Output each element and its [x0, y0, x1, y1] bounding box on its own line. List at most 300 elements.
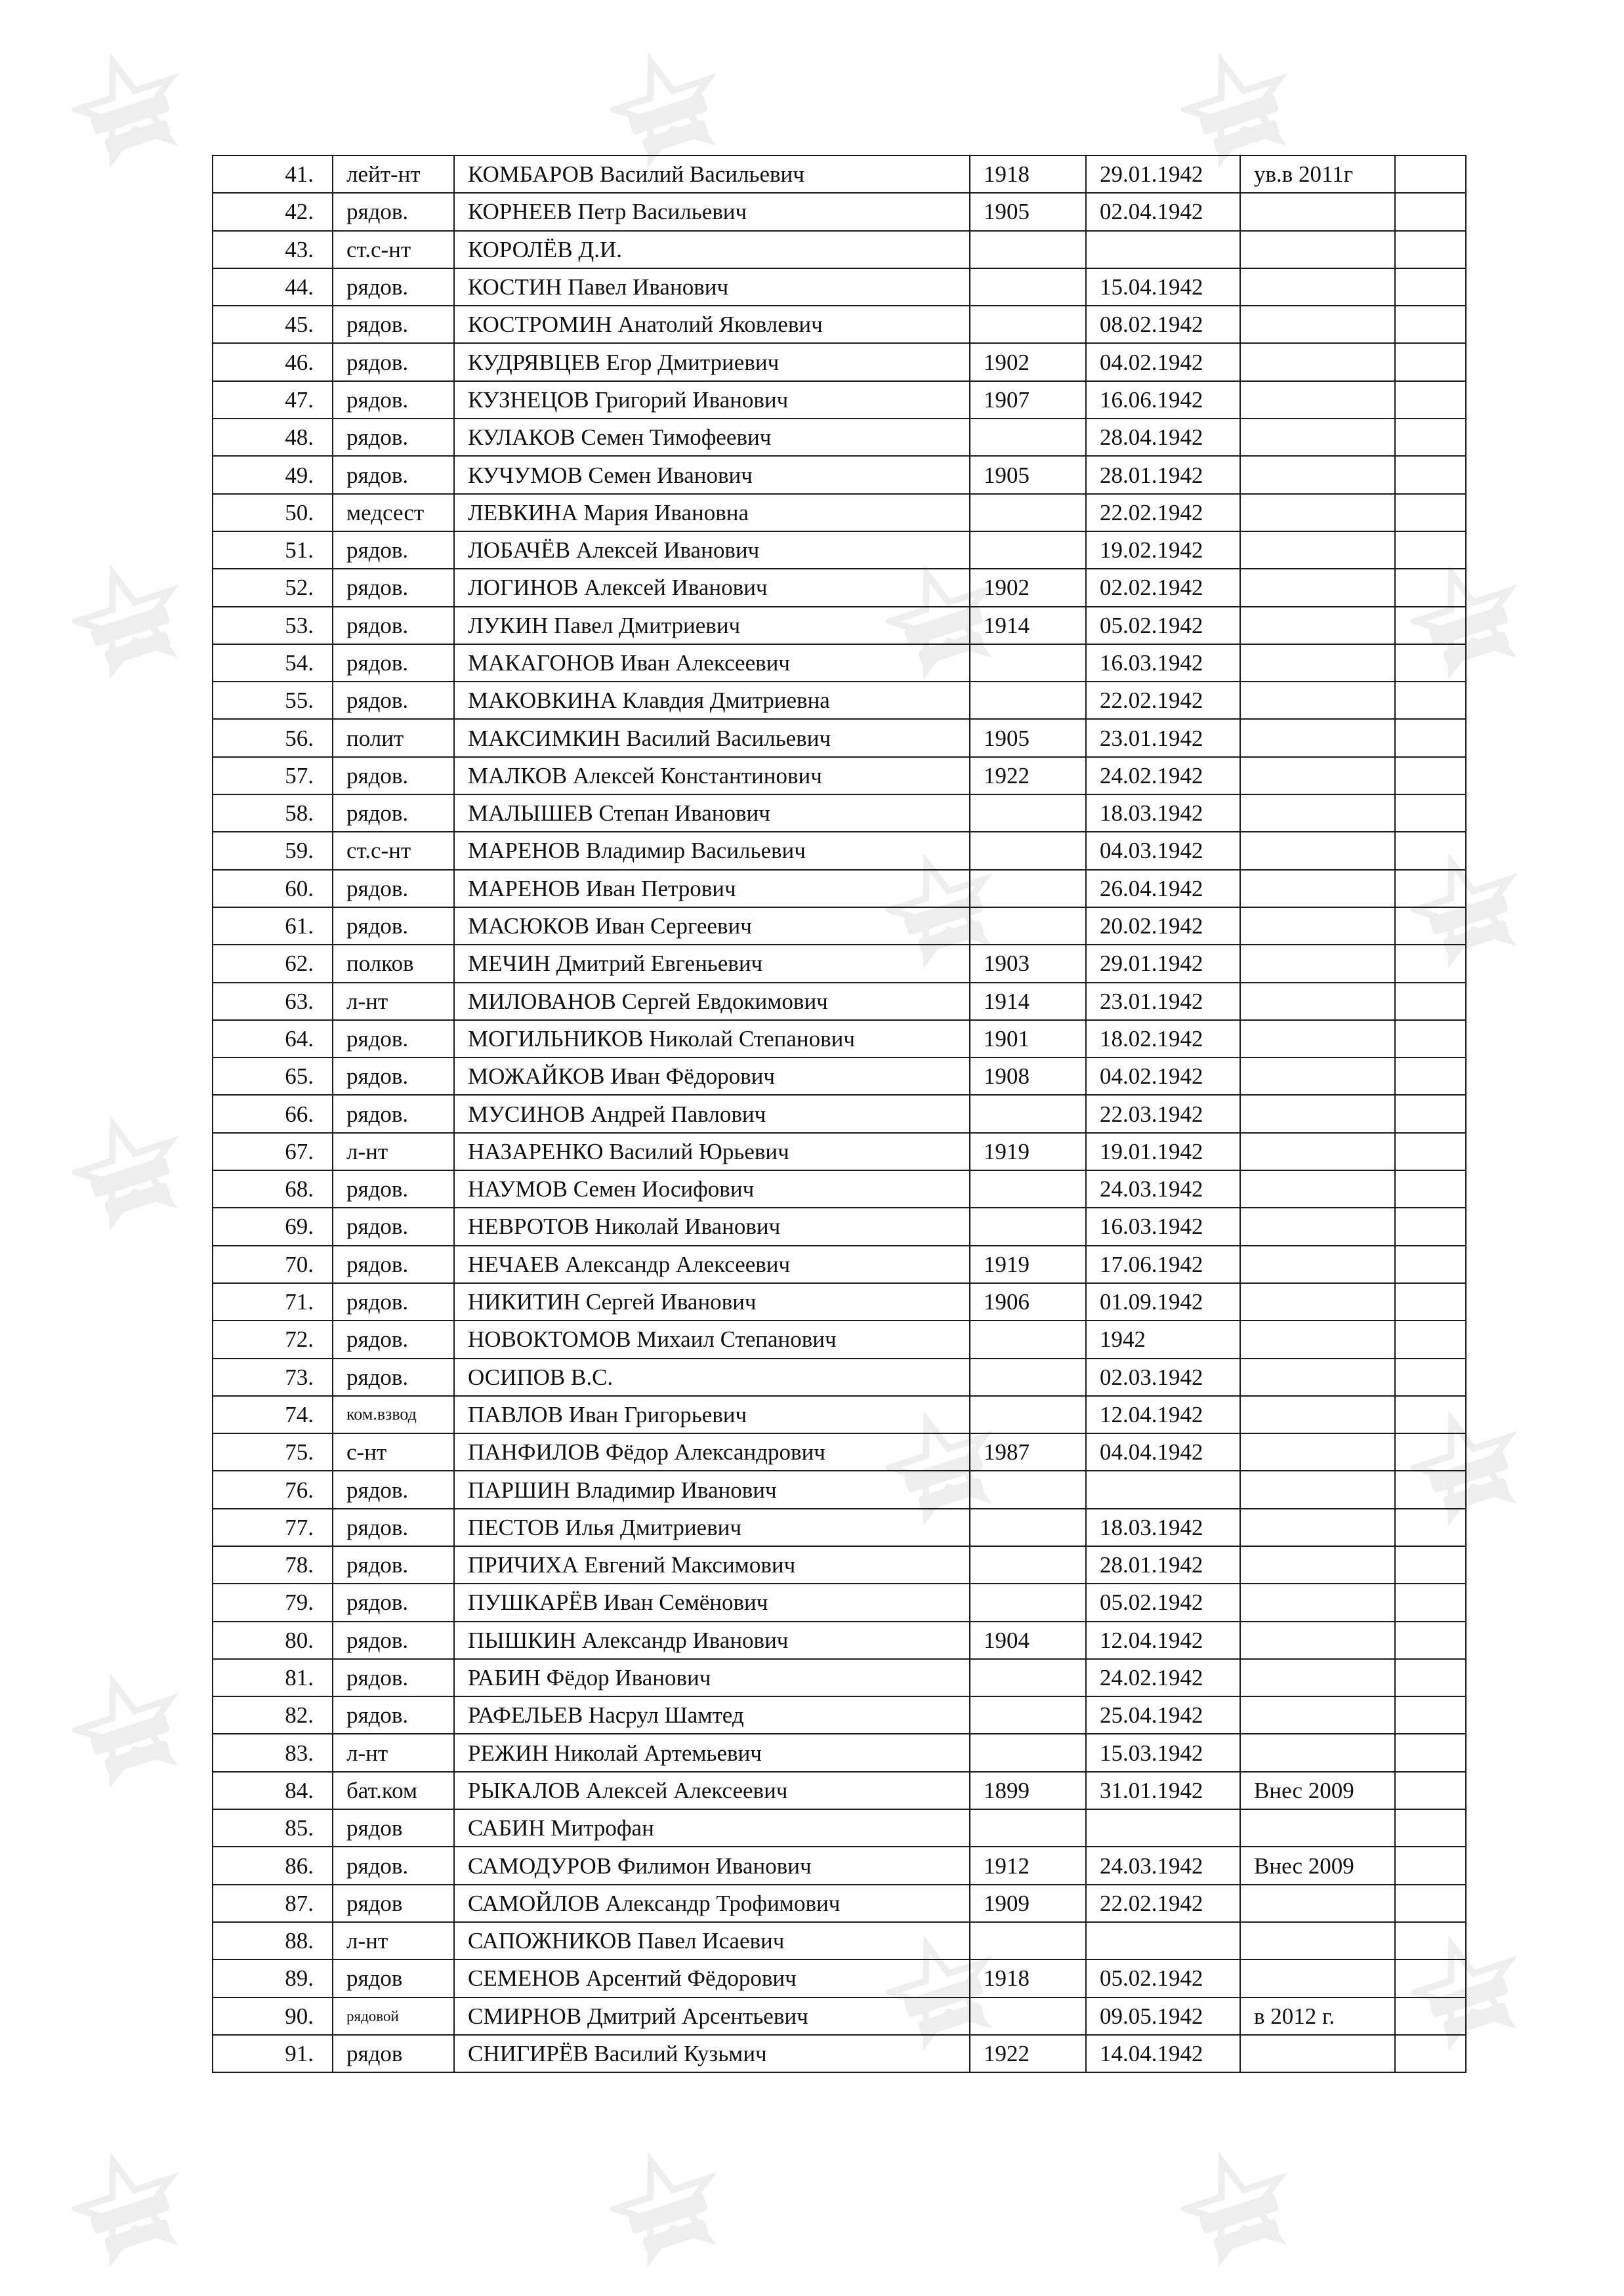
- empty-cell: [1395, 1396, 1466, 1433]
- note-cell: [1240, 682, 1395, 719]
- rank-cell: рядовой: [333, 1998, 454, 2035]
- star-watermark-icon: [72, 1115, 190, 1246]
- table-row: [213, 945, 1466, 982]
- note-cell: [1240, 1959, 1395, 1997]
- note-cell: [1240, 757, 1395, 794]
- birth-year-cell: [970, 1208, 1086, 1245]
- birth-year-cell: [970, 1659, 1086, 1696]
- table-row: [213, 1584, 1466, 1621]
- empty-cell: [1395, 1772, 1466, 1809]
- table-row: [213, 719, 1466, 756]
- birth-year-cell: 1905: [970, 719, 1086, 756]
- birth-year-cell: [970, 1584, 1086, 1621]
- rank-cell: рядов.: [333, 1020, 454, 1057]
- empty-cell: [1395, 682, 1466, 719]
- row-number: 77.: [213, 1509, 333, 1546]
- empty-cell: [1395, 1696, 1466, 1734]
- row-number: 55.: [213, 682, 333, 719]
- note-cell: [1240, 1433, 1395, 1471]
- star-watermark-icon: [72, 1673, 190, 1804]
- table-row: [213, 2035, 1466, 2072]
- empty-cell: [1395, 456, 1466, 493]
- death-date-cell: 02.02.1942: [1086, 569, 1240, 606]
- rank-cell: л-нт: [333, 1133, 454, 1170]
- birth-year-cell: 1902: [970, 343, 1086, 380]
- rank-cell: рядов.: [333, 268, 454, 306]
- empty-cell: [1395, 607, 1466, 644]
- row-number: 72.: [213, 1321, 333, 1358]
- rank-cell: рядов.: [333, 870, 454, 907]
- empty-cell: [1395, 1734, 1466, 1771]
- row-number: 48.: [213, 419, 333, 456]
- star-watermark-icon: [72, 52, 190, 184]
- name-cell: САМОЙЛОВ Александр Трофимович: [454, 1885, 970, 1922]
- death-date-cell: 28.01.1942: [1086, 456, 1240, 493]
- rank-cell: рядов: [333, 1959, 454, 1997]
- empty-cell: [1395, 1246, 1466, 1283]
- death-date-cell: 31.01.1942: [1086, 1772, 1240, 1809]
- row-number: 90.: [213, 1998, 333, 2035]
- empty-cell: [1395, 1208, 1466, 1245]
- death-date-cell: 17.06.1942: [1086, 1246, 1240, 1283]
- name-cell: РЕЖИН Николай Артемьевич: [454, 1734, 970, 1771]
- table-row: [213, 1283, 1466, 1321]
- empty-cell: [1395, 983, 1466, 1020]
- note-cell: [1240, 870, 1395, 907]
- death-date-cell: 23.01.1942: [1086, 719, 1240, 756]
- empty-cell: [1395, 907, 1466, 945]
- empty-cell: [1395, 1546, 1466, 1584]
- note-cell: [1240, 1696, 1395, 1734]
- name-cell: МАРЕНОВ Владимир Васильевич: [454, 832, 970, 869]
- death-date-cell: 16.03.1942: [1086, 644, 1240, 682]
- row-number: 89.: [213, 1959, 333, 1997]
- table-row: [213, 907, 1466, 945]
- empty-cell: [1395, 268, 1466, 306]
- empty-cell: [1395, 644, 1466, 682]
- table-row: [213, 1509, 1466, 1546]
- note-cell: [1240, 644, 1395, 682]
- note-cell: [1240, 1659, 1395, 1696]
- table-row: [213, 231, 1466, 268]
- name-cell: ПАНФИЛОВ Фёдор Александрович: [454, 1433, 970, 1471]
- star-watermark-icon: [1181, 2152, 1299, 2283]
- rank-cell: медсест: [333, 494, 454, 531]
- note-cell: [1240, 607, 1395, 644]
- note-cell: [1240, 945, 1395, 982]
- row-number: 82.: [213, 1696, 333, 1734]
- note-cell: [1240, 231, 1395, 268]
- note-cell: [1240, 1734, 1395, 1771]
- note-cell: [1240, 343, 1395, 380]
- row-number: 68.: [213, 1170, 333, 1208]
- rank-cell: рядов.: [333, 1584, 454, 1621]
- birth-year-cell: 1918: [970, 155, 1086, 193]
- name-cell: ЛЕВКИНА Мария Ивановна: [454, 494, 970, 531]
- name-cell: ОСИПОВ В.С.: [454, 1359, 970, 1396]
- table-row: [213, 682, 1466, 719]
- birth-year-cell: 1904: [970, 1622, 1086, 1659]
- death-date-cell: 22.02.1942: [1086, 1885, 1240, 1922]
- death-date-cell: 09.05.1942: [1086, 1998, 1240, 2035]
- rank-cell: с-нт: [333, 1433, 454, 1471]
- note-cell: [1240, 494, 1395, 531]
- note-cell: [1240, 1208, 1395, 1245]
- rank-cell: ст.с-нт: [333, 832, 454, 869]
- note-cell: [1240, 983, 1395, 1020]
- table-row: [213, 1057, 1466, 1095]
- table-row: [213, 1809, 1466, 1847]
- note-cell: [1240, 1246, 1395, 1283]
- name-cell: МОГИЛЬНИКОВ Николай Степанович: [454, 1020, 970, 1057]
- note-cell: [1240, 719, 1395, 756]
- note-cell: ув.в 2011г: [1240, 155, 1395, 193]
- empty-cell: [1395, 1885, 1466, 1922]
- table-row: [213, 607, 1466, 644]
- name-cell: МАРЕНОВ Иван Петрович: [454, 870, 970, 907]
- death-date-cell: 19.02.1942: [1086, 531, 1240, 569]
- name-cell: КОМБАРОВ Василий Васильевич: [454, 155, 970, 193]
- rank-cell: рядов.: [333, 682, 454, 719]
- rank-cell: ст.с-нт: [333, 231, 454, 268]
- row-number: 43.: [213, 231, 333, 268]
- death-date-cell: 24.02.1942: [1086, 1659, 1240, 1696]
- table-row: [213, 1659, 1466, 1696]
- birth-year-cell: 1922: [970, 757, 1086, 794]
- birth-year-cell: [970, 1396, 1086, 1433]
- row-number: 56.: [213, 719, 333, 756]
- rank-cell: бат.ком: [333, 1772, 454, 1809]
- birth-year-cell: [970, 1998, 1086, 2035]
- birth-year-cell: [970, 268, 1086, 306]
- rank-cell: рядов.: [333, 1283, 454, 1321]
- name-cell: НЕЧАЕВ Александр Алексеевич: [454, 1246, 970, 1283]
- table-row: [213, 1170, 1466, 1208]
- table-row: [213, 193, 1466, 230]
- rank-cell: рядов.: [333, 193, 454, 230]
- table-row: [213, 456, 1466, 493]
- empty-cell: [1395, 231, 1466, 268]
- note-cell: [1240, 1471, 1395, 1508]
- death-date-cell: 24.02.1942: [1086, 757, 1240, 794]
- row-number: 73.: [213, 1359, 333, 1396]
- rank-cell: л-нт: [333, 983, 454, 1020]
- birth-year-cell: [970, 419, 1086, 456]
- row-number: 71.: [213, 1283, 333, 1321]
- note-cell: [1240, 907, 1395, 945]
- death-date-cell: 16.06.1942: [1086, 381, 1240, 419]
- death-date-cell: 23.01.1942: [1086, 983, 1240, 1020]
- note-cell: [1240, 1133, 1395, 1170]
- name-cell: МАСЮКОВ Иван Сергеевич: [454, 907, 970, 945]
- name-cell: САПОЖНИКОВ Павел Исаевич: [454, 1922, 970, 1959]
- name-cell: НИКИТИН Сергей Иванович: [454, 1283, 970, 1321]
- empty-cell: [1395, 1057, 1466, 1095]
- rank-cell: рядов.: [333, 569, 454, 606]
- note-cell: [1240, 1622, 1395, 1659]
- name-cell: ПРИЧИХА Евгений Максимович: [454, 1546, 970, 1584]
- table-row: [213, 1396, 1466, 1433]
- table-row: [213, 794, 1466, 832]
- empty-cell: [1395, 1959, 1466, 1997]
- rank-cell: ком.взвод: [333, 1396, 454, 1433]
- name-cell: КУЗНЕЦОВ Григорий Иванович: [454, 381, 970, 419]
- row-number: 78.: [213, 1546, 333, 1584]
- empty-cell: [1395, 343, 1466, 380]
- birth-year-cell: [970, 231, 1086, 268]
- note-cell: [1240, 1809, 1395, 1847]
- empty-cell: [1395, 832, 1466, 869]
- table-row: [213, 419, 1466, 456]
- table-row: [213, 155, 1466, 193]
- empty-cell: [1395, 1433, 1466, 1471]
- birth-year-cell: 1905: [970, 193, 1086, 230]
- name-cell: ПАРШИН Владимир Иванович: [454, 1471, 970, 1508]
- rank-cell: л-нт: [333, 1734, 454, 1771]
- table-row: [213, 268, 1466, 306]
- name-cell: НОВОКТОМОВ Михаил Степанович: [454, 1321, 970, 1358]
- empty-cell: [1395, 1584, 1466, 1621]
- note-cell: [1240, 531, 1395, 569]
- empty-cell: [1395, 1471, 1466, 1508]
- row-number: 53.: [213, 607, 333, 644]
- table-row: [213, 757, 1466, 794]
- rank-cell: рядов.: [333, 1359, 454, 1396]
- empty-cell: [1395, 945, 1466, 982]
- note-cell: в 2012 г.: [1240, 1998, 1395, 2035]
- death-date-cell: 14.04.1942: [1086, 2035, 1240, 2072]
- birth-year-cell: 1922: [970, 2035, 1086, 2072]
- table-row: [213, 832, 1466, 869]
- empty-cell: [1395, 757, 1466, 794]
- name-cell: КОРНЕЕВ Петр Васильевич: [454, 193, 970, 230]
- death-date-cell: 24.03.1942: [1086, 1170, 1240, 1208]
- row-number: 45.: [213, 306, 333, 343]
- table-row: [213, 1020, 1466, 1057]
- name-cell: НАУМОВ Семен Иосифович: [454, 1170, 970, 1208]
- rank-cell: рядов.: [333, 1170, 454, 1208]
- death-date-cell: 04.02.1942: [1086, 1057, 1240, 1095]
- note-cell: [1240, 381, 1395, 419]
- death-date-cell: 16.03.1942: [1086, 1208, 1240, 1245]
- note-cell: [1240, 1321, 1395, 1358]
- table-row: [213, 1772, 1466, 1809]
- name-cell: КОСТРОМИН Анатолий Яковлевич: [454, 306, 970, 343]
- empty-cell: [1395, 1922, 1466, 1959]
- table-row: [213, 1359, 1466, 1396]
- table-row: [213, 1321, 1466, 1358]
- name-cell: КУЛАКОВ Семен Тимофеевич: [454, 419, 970, 456]
- table-row: [213, 644, 1466, 682]
- birth-year-cell: [970, 907, 1086, 945]
- death-date-cell: [1086, 1809, 1240, 1847]
- name-cell: МИЛОВАНОВ Сергей Евдокимович: [454, 983, 970, 1020]
- rank-cell: рядов.: [333, 1622, 454, 1659]
- note-cell: [1240, 832, 1395, 869]
- row-number: 42.: [213, 193, 333, 230]
- birth-year-cell: [970, 682, 1086, 719]
- roster-body: [213, 155, 1466, 2072]
- birth-year-cell: 1906: [970, 1283, 1086, 1321]
- table-row: [213, 1847, 1466, 1884]
- death-date-cell: 12.04.1942: [1086, 1622, 1240, 1659]
- death-date-cell: 02.03.1942: [1086, 1359, 1240, 1396]
- table-row: [213, 1133, 1466, 1170]
- table-row: [213, 1246, 1466, 1283]
- name-cell: РЫКАЛОВ Алексей Алексеевич: [454, 1772, 970, 1809]
- birth-year-cell: [970, 1509, 1086, 1546]
- table-row: [213, 1734, 1466, 1771]
- note-cell: [1240, 419, 1395, 456]
- empty-cell: [1395, 1659, 1466, 1696]
- empty-cell: [1395, 531, 1466, 569]
- rank-cell: рядов: [333, 2035, 454, 2072]
- death-date-cell: 22.02.1942: [1086, 494, 1240, 531]
- name-cell: САМОДУРОВ Филимон Иванович: [454, 1847, 970, 1884]
- row-number: 74.: [213, 1396, 333, 1433]
- row-number: 44.: [213, 268, 333, 306]
- death-date-cell: 1942: [1086, 1321, 1240, 1358]
- name-cell: МАЛЫШЕВ Степан Иванович: [454, 794, 970, 832]
- name-cell: КУЧУМОВ Семен Иванович: [454, 456, 970, 493]
- death-date-cell: 08.02.1942: [1086, 306, 1240, 343]
- name-cell: МАКАГОНОВ Иван Алексеевич: [454, 644, 970, 682]
- empty-cell: [1395, 155, 1466, 193]
- name-cell: ПАВЛОВ Иван Григорьевич: [454, 1396, 970, 1433]
- table-row: [213, 306, 1466, 343]
- empty-cell: [1395, 1509, 1466, 1546]
- row-number: 84.: [213, 1772, 333, 1809]
- rank-cell: рядов.: [333, 1471, 454, 1508]
- note-cell: [1240, 1922, 1395, 1959]
- row-number: 66.: [213, 1095, 333, 1132]
- row-number: 61.: [213, 907, 333, 945]
- star-watermark-icon: [610, 2152, 728, 2283]
- death-date-cell: 25.04.1942: [1086, 1696, 1240, 1734]
- birth-year-cell: [970, 832, 1086, 869]
- table-row: [213, 343, 1466, 380]
- rank-cell: рядов: [333, 1809, 454, 1847]
- rank-cell: л-нт: [333, 1922, 454, 1959]
- table-row: [213, 1208, 1466, 1245]
- death-date-cell: 05.02.1942: [1086, 1584, 1240, 1621]
- rank-cell: рядов.: [333, 1696, 454, 1734]
- death-date-cell: 15.04.1942: [1086, 268, 1240, 306]
- row-number: 80.: [213, 1622, 333, 1659]
- empty-cell: [1395, 870, 1466, 907]
- death-date-cell: 28.04.1942: [1086, 419, 1240, 456]
- empty-cell: [1395, 1020, 1466, 1057]
- row-number: 65.: [213, 1057, 333, 1095]
- name-cell: СЕМЕНОВ Арсентий Фёдорович: [454, 1959, 970, 1997]
- death-date-cell: 05.02.1942: [1086, 1959, 1240, 1997]
- row-number: 75.: [213, 1433, 333, 1471]
- death-date-cell: 04.02.1942: [1086, 343, 1240, 380]
- rank-cell: рядов.: [333, 419, 454, 456]
- name-cell: РАБИН Фёдор Иванович: [454, 1659, 970, 1696]
- row-number: 49.: [213, 456, 333, 493]
- name-cell: СМИРНОВ Дмитрий Арсентьевич: [454, 1998, 970, 2035]
- birth-year-cell: 1908: [970, 1057, 1086, 1095]
- name-cell: ЛОБАЧЁВ Алексей Иванович: [454, 531, 970, 569]
- row-number: 86.: [213, 1847, 333, 1884]
- name-cell: МАКОВКИНА Клавдия Дмитриевна: [454, 682, 970, 719]
- empty-cell: [1395, 1170, 1466, 1208]
- empty-cell: [1395, 569, 1466, 606]
- name-cell: КОРОЛЁВ Д.И.: [454, 231, 970, 268]
- row-number: 47.: [213, 381, 333, 419]
- birth-year-cell: [970, 1095, 1086, 1132]
- rank-cell: рядов.: [333, 794, 454, 832]
- row-number: 57.: [213, 757, 333, 794]
- death-date-cell: 26.04.1942: [1086, 870, 1240, 907]
- empty-cell: [1395, 794, 1466, 832]
- rank-cell: полков: [333, 945, 454, 982]
- name-cell: МЕЧИН Дмитрий Евгеньевич: [454, 945, 970, 982]
- table-row: [213, 1095, 1466, 1132]
- rank-cell: рядов.: [333, 381, 454, 419]
- note-cell: [1240, 306, 1395, 343]
- table-row: [213, 1696, 1466, 1734]
- name-cell: ЛОГИНОВ Алексей Иванович: [454, 569, 970, 606]
- rank-cell: рядов.: [333, 1095, 454, 1132]
- rank-cell: рядов.: [333, 757, 454, 794]
- birth-year-cell: [970, 531, 1086, 569]
- rank-cell: рядов.: [333, 1057, 454, 1095]
- rank-cell: рядов.: [333, 531, 454, 569]
- birth-year-cell: 1918: [970, 1959, 1086, 1997]
- empty-cell: [1395, 494, 1466, 531]
- death-date-cell: 04.03.1942: [1086, 832, 1240, 869]
- rank-cell: лейт-нт: [333, 155, 454, 193]
- roster-table: [212, 155, 1467, 2073]
- death-date-cell: 15.03.1942: [1086, 1734, 1240, 1771]
- rank-cell: рядов.: [333, 1509, 454, 1546]
- name-cell: ПЫШКИН Александр Иванович: [454, 1622, 970, 1659]
- empty-cell: [1395, 1998, 1466, 2035]
- name-cell: МУСИНОВ Андрей Павлович: [454, 1095, 970, 1132]
- birth-year-cell: 1919: [970, 1246, 1086, 1283]
- row-number: 59.: [213, 832, 333, 869]
- death-date-cell: 19.01.1942: [1086, 1133, 1240, 1170]
- birth-year-cell: [970, 1734, 1086, 1771]
- note-cell: Внес 2009: [1240, 1772, 1395, 1809]
- empty-cell: [1395, 1321, 1466, 1358]
- star-watermark-icon: [72, 564, 190, 695]
- empty-cell: [1395, 306, 1466, 343]
- birth-year-cell: [970, 794, 1086, 832]
- name-cell: ПЕСТОВ Илья Дмитриевич: [454, 1509, 970, 1546]
- empty-cell: [1395, 1095, 1466, 1132]
- row-number: 70.: [213, 1246, 333, 1283]
- note-cell: [1240, 1584, 1395, 1621]
- empty-cell: [1395, 719, 1466, 756]
- table-row: [213, 1546, 1466, 1584]
- death-date-cell: 22.03.1942: [1086, 1095, 1240, 1132]
- birth-year-cell: 1914: [970, 607, 1086, 644]
- row-number: 51.: [213, 531, 333, 569]
- table-row: [213, 531, 1466, 569]
- row-number: 58.: [213, 794, 333, 832]
- table-row: [213, 1998, 1466, 2035]
- birth-year-cell: 1905: [970, 456, 1086, 493]
- death-date-cell: 22.02.1942: [1086, 682, 1240, 719]
- birth-year-cell: [970, 1809, 1086, 1847]
- death-date-cell: 01.09.1942: [1086, 1283, 1240, 1321]
- birth-year-cell: [970, 870, 1086, 907]
- birth-year-cell: 1907: [970, 381, 1086, 419]
- note-cell: [1240, 1095, 1395, 1132]
